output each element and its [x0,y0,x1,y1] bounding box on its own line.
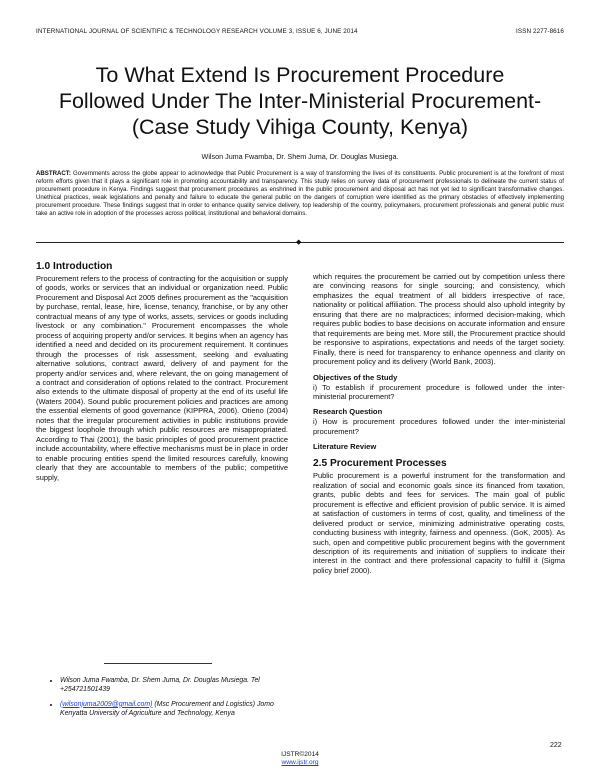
paper-title [30,62,570,140]
journal-header [36,28,564,35]
authors: Wilson Juma Fwamba, Dr. Shem Juma, Dr. Douglas Musiega. [201,152,399,161]
footer-code: IJSTR©2014 [281,751,319,758]
title-line-1: To What Extend Is Procurement Procedure [95,63,505,87]
page-number: 222 [550,742,562,749]
abstract-text: Governments across the globe appear to acknowledge that Public Procurement is a way of transforming the lives of its constituents. Public procurement is at the forefront of most reform efforts given that it plays a significant role in promoting accountability and transparency. This study relies on survey data of procurement professionals to delineate the current status of procurement procedure in Kenya. Findings suggest that procurement procedures as enshrined in the public procurement and disposal act has not yet led to significant transformative changes. Unethical practices, weak legislations and penalty and failure to educate the general public on the dangers of corruption were identified as the primary obstacles of effectively implementing procurement procedure. These findings suggest that in order to enhance quality service delivery, top leadership of the country, policymakers, procurement professionals and general public must take an active role in adoption of the processes across political, institutional and behavioral domains. [36,170,564,217]
procurement-processes-heading: 2.5 Procurement Processes [313,458,447,470]
title-line-2: Followed Under The Inter-Ministerial Procurement- [58,89,542,113]
abstract [36,170,564,217]
divider-diamond-icon: ◆ [296,239,302,246]
footnotes [44,676,274,723]
objectives-heading: Objectives of the Study [313,372,398,382]
abstract-label: ABSTRACT: [36,170,71,177]
introduction-heading: 1.0 Introduction [36,261,113,272]
footnote-authors: • Wilson Juma Fwamba, Dr. Shem Juma, Dr. Douglas Musiega. Tel +254721501439 [60,676,274,695]
right-column [313,272,565,575]
journal-name: INTERNATIONAL JOURNAL OF SCIENTIFIC & TECHNOLOGY RESEARCH VOLUME 3, ISSUE 6, JUNE 2014 [36,28,358,35]
footnote-contact [60,700,274,719]
introduction-paragraph: Procurement refers to the process of contracting for the acquisition or supply of goods, works or services that an individual or organization need. Public Procurement and Disposal Act 2005 defines procurement as the "acquisition by purchase, rental, lease, hire, license, tenancy, franchise, or by any other contractual means of any type of works, assets, services or goods including livestock or any combination." Procurement encompasses the whole process of acquiring property and/or services. It begins when an agency has identified a need and decided on its procurement requirement. It continues through the processes of risk assessment, seeking and evaluating alternative solutions, contract award, delivery of and payment for the property and/or services and, where relevant, the on going management of a contract and consideration of options related to the contract. Procurement also extends to the ultimate disposal of property at the end of its useful life (Waters 2004). Sound public procurement policies and practices are among the essential elements of good governance (KIPPRA, 2006). Otieno (2004) notes that the irregular procurement activities in public institutions provide the biggest loophole through which public resources are misappropriated. According to Thai (2001), the basic principles of good procurement practice include accountability, where effective mechanisms must be in place in order to enable procuring entities spend the limited resources carefully, knowing clearly that they are accountable to members of the public; competitive supply, [36,274,288,482]
page-footer [0,751,600,767]
footnote-rule [104,663,212,664]
issn: ISSN 2277-8616 [516,28,564,35]
literature-review-heading: Literature Review [313,442,377,452]
procurement-processes-text: Public procurement is a powerful instrument for the transformation and realization of social and economic goals since its financed from taxation, grants, public debts and fees for services. The main goal of public procurement is effective and efficient provision of public service. It is aimed at satisfaction of customers in terms of cost, quality, and timeliness of the delivered product or service, minimizing administrative operating costs, conducting business with integrity, fairness and openness. (GoK, 2005). As such, open and competitive public procurement begins with the government description of its requirements and initiation of suppliers to indicate their interest in the contract and there professional capacity to fulfill it (Sigma policy brief 2000). [313,471,565,575]
intro-continuation-paragraph: which requires the procurement be carried out by competition unless there are convincing reasons for single sourcing; and consistency, which emphasizes the equal treatment of all bidders irrespective of race, nationality or political affiliation. The process should also uphold integrity by ensuring that there are no malpractices; informed decision-making, which requires public bodies to base decisions on accurate information and ensure that requirements are being met. More still, the Procurement practice should be responsive to aspirations, expectations and needs of the target society. Finally, there is need for transparency to enhance openness and clarity on procurement policy and its delivery (World Bank, 2003). [313,272,565,367]
author-email-link[interactable]: (wilsonjuma2009@gmail.com) [60,700,153,708]
objectives-text: i) To establish if procurement procedure is followed under the inter-ministerial procurement? [313,382,565,401]
research-question-text: i) How is procurement procedures followed under the inter-ministerial procurement? [313,417,565,436]
footnote-affiliation: (Msc Procurement and Logistics) Jomo Kenyatta University of Agriculture and Technology, Kenya [60,700,274,717]
footer-site-link[interactable]: www.ijstr.org [281,759,319,766]
title-line-3: (Case Study Vihiga County, Kenya) [131,115,469,139]
research-question-heading: Research Question [313,407,383,417]
left-column [36,261,288,482]
